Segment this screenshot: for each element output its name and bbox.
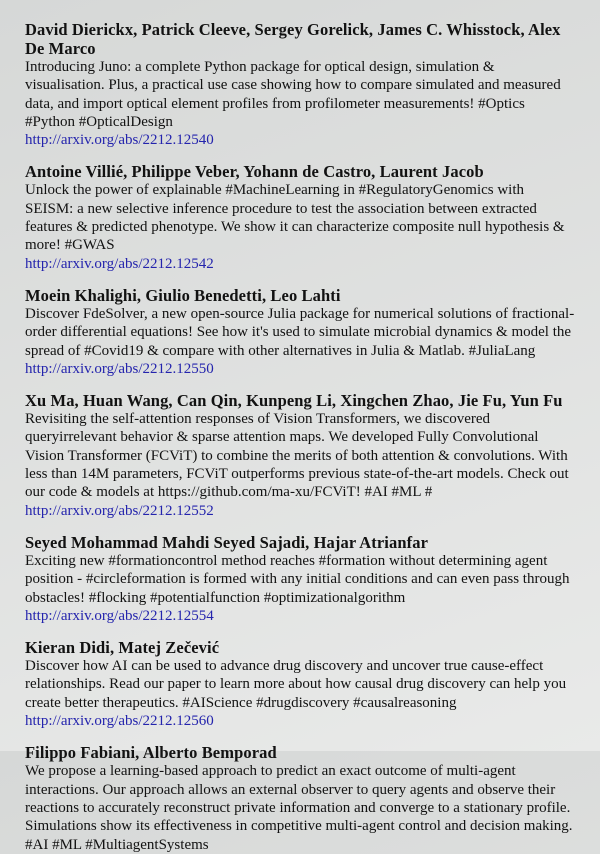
tweet-item bbox=[25, 162, 575, 272]
tweet-item bbox=[25, 286, 575, 378]
tweet-body: Revisiting the self-attention responses of Vision Transformers, we discovered queryirrelevant behavior & sparse attention maps. We developed Fully Convolutional Vision Transformer (FCViT) to combine the merits of both attention & convolutions. With less than 14M parameters, FCViT outperforms previous state-of-the-art models. Check out our code & models at https://github.com/ma-xu/FCViT! #AI #ML # bbox=[25, 411, 569, 501]
arxiv-link[interactable]: http://arxiv.org/abs/2212.12552 bbox=[25, 502, 214, 519]
tweet-authors: David Dierickx, Patrick Cleeve, Sergey Gorelick, James C. Whisstock, Alex De Marco bbox=[25, 20, 561, 58]
tweet-item bbox=[25, 20, 575, 149]
tweet-authors: Seyed Mohammad Mahdi Seyed Sajadi, Hajar Atrianfar bbox=[25, 532, 428, 552]
tweet-body: Discover how AI can be used to advance drug discovery and uncover true cause-effect relationships. Read our paper to learn more about how causal drug discovery can help you create better therapeutics. #AIScience #drugdiscovery #causalreasoning bbox=[25, 658, 567, 711]
arxiv-link[interactable]: http://arxiv.org/abs/2212.12560 bbox=[25, 713, 214, 730]
tweet-authors: Kieran Didi, Matej Zečević bbox=[25, 638, 220, 658]
tweet-item bbox=[25, 533, 575, 625]
tweet-body: Discover FdeSolver, a new open-source Julia package for numerical solutions of fractional-order differential equations! See how it's used to simulate microbial dynamics & model the spread of #Covid19 & compare with other alternatives in Julia & Matlab. #JuliaLang bbox=[25, 305, 575, 359]
tweet-item bbox=[25, 743, 575, 853]
tweet-body: Unlock the power of explainable #MachineLearning in #RegulatoryGenomics with SEISM: a new selective inference procedure to test the association between extracted features & predicted phenotype. We show it can characterize composite null hypothesis & more! #GWAS bbox=[25, 182, 565, 254]
tweet-authors: Moein Khalighi, Giulio Benedetti, Leo Lahti bbox=[25, 285, 341, 305]
tweet-authors: Antoine Villié, Philippe Veber, Yohann de Castro, Laurent Jacob bbox=[25, 162, 484, 182]
tweet-authors: Filippo Fabiani, Alberto Bemporad bbox=[25, 743, 277, 763]
tweet-authors: Xu Ma, Huan Wang, Can Qin, Kunpeng Li, Xingchen Zhao, Jie Fu, Yun Fu bbox=[25, 391, 563, 411]
tweet-body: Introducing Juno: a complete Python package for optical design, simulation & visualisation. Plus, a practical use case showing how to compare simulated and measured data, and import optical element profiles from profilometer measurements! #Optics #Python #OpticalDesign bbox=[25, 59, 561, 130]
tweet-item bbox=[25, 638, 575, 730]
arxiv-link[interactable]: http://arxiv.org/abs/2212.12540 bbox=[25, 132, 214, 149]
arxiv-link[interactable]: http://arxiv.org/abs/2212.12542 bbox=[25, 255, 214, 272]
arxiv-link[interactable]: http://arxiv.org/abs/2212.12550 bbox=[25, 360, 214, 377]
tweet-item bbox=[25, 391, 575, 520]
arxiv-link[interactable]: http://arxiv.org/abs/2212.12554 bbox=[25, 607, 214, 624]
tweet-body: Exciting new #formationcontrol method reaches #formation without determining agent position - #circleformation is formed with any initial conditions and can even pass through obstacles! #flocking #potentialfunction #optimizationalgorithm bbox=[25, 552, 570, 606]
tweet-body: We propose a learning-based approach to predict an exact outcome of multi-agent interactions. Our approach allows an external observer to query agents and observe their reactions to accurately reconstruct private information and converge to a stationary profile. Simulations show its effectiveness in competitive multi-agent control and decision making. #AI #ML #MultiagentSystems bbox=[25, 763, 573, 853]
